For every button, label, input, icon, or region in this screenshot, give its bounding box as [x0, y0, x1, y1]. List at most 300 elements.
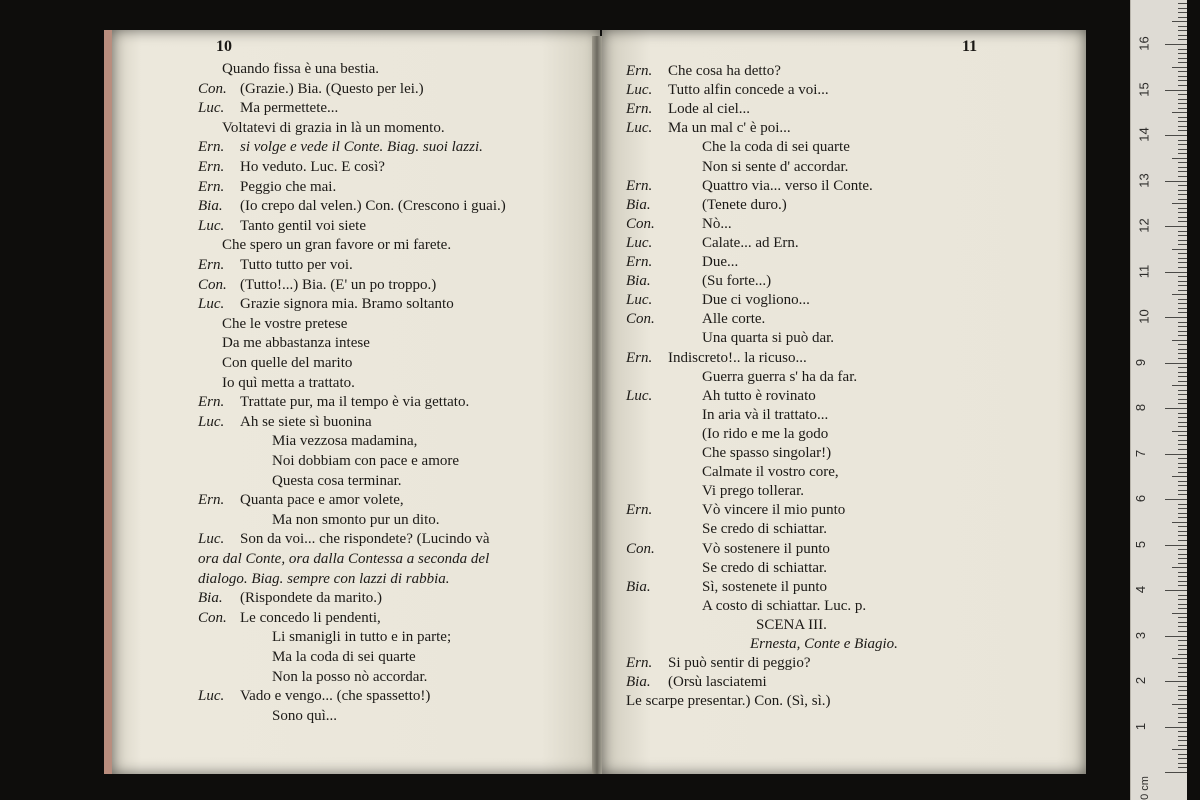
line-text: Peggio che mai.	[240, 178, 337, 195]
speaker-name: Ern.	[198, 394, 225, 411]
ruler-tick	[1178, 299, 1187, 300]
ruler-number: 4	[1133, 585, 1149, 594]
ruler-tick	[1178, 690, 1187, 691]
text-line	[198, 668, 427, 686]
speaker-name: Bia.	[626, 273, 651, 290]
ruler-tick	[1178, 513, 1187, 514]
ruler-number: 12	[1136, 218, 1152, 233]
ruler-tick	[1178, 62, 1187, 63]
ruler-tick	[1178, 162, 1187, 163]
measuring-ruler	[1130, 0, 1187, 800]
text-line	[626, 425, 828, 443]
ruler-tick	[1178, 126, 1187, 127]
line-text: Nò...	[702, 215, 732, 232]
ruler-tick	[1178, 76, 1187, 77]
line-text: (Su forte...)	[702, 273, 772, 290]
speaker-name: Luc.	[198, 413, 225, 430]
line-text: dialogo. Biag. sempre con lazzi di rabbia.	[198, 570, 450, 587]
line-text: (Grazie.) Bia. (Questo per lei.)	[240, 80, 424, 97]
ruler-tick	[1178, 526, 1187, 527]
line-text: Che spasso singolar!)	[702, 445, 832, 461]
text-line	[198, 256, 353, 274]
ruler-tick	[1172, 476, 1187, 477]
line-text: Tanto gentil voi siete	[240, 217, 367, 234]
ruler-tick	[1178, 349, 1187, 350]
ruler-tick	[1178, 604, 1187, 605]
ruler-tick	[1165, 590, 1187, 591]
ruler-tick	[1178, 167, 1187, 168]
text-line	[626, 463, 839, 481]
ruler-tick	[1178, 490, 1187, 491]
line-text: Noi dobbiam con pace e amore	[272, 453, 460, 469]
ruler-tick	[1178, 17, 1187, 18]
ruler-tick	[1178, 413, 1187, 414]
ruler-tick	[1165, 90, 1187, 91]
text-line	[198, 276, 436, 294]
line-text: Non la posso nò accordar.	[272, 668, 428, 685]
text-line	[198, 119, 445, 137]
ruler-tick	[1165, 408, 1187, 409]
ruler-tick	[1178, 608, 1187, 609]
right-page	[602, 30, 1086, 774]
line-text: si volge e vede il Conte. Biag. suoi lazzi.	[240, 139, 483, 156]
ruler-tick	[1178, 745, 1187, 746]
line-text: Ma non smonto pur un dito.	[272, 511, 440, 528]
line-text: Due...	[702, 254, 739, 270]
text-line	[626, 81, 829, 99]
ruler-tick	[1178, 372, 1187, 373]
text-line	[198, 609, 381, 627]
line-text: Tutto alfin concede a voi...	[668, 82, 829, 99]
ruler-tick	[1178, 80, 1187, 81]
ruler-tick	[1178, 253, 1187, 254]
ruler-tick	[1178, 540, 1187, 541]
ruler-tick	[1178, 463, 1187, 464]
ruler-number: 3	[1133, 631, 1149, 639]
ruler-tick	[1178, 194, 1187, 195]
ruler-tick	[1178, 290, 1187, 291]
ruler-tick	[1178, 212, 1187, 213]
ruler-tick	[1172, 249, 1187, 250]
line-text: (Orsù lasciatemi	[668, 674, 767, 691]
line-text: (Io crepo dal velen.) Con. (Crescono i guai.)	[240, 198, 506, 215]
line-text: Ma un mal c' è poi...	[668, 120, 791, 137]
text-line	[198, 393, 469, 411]
speaker-name: Con.	[626, 215, 655, 232]
text-line	[198, 530, 490, 548]
text-line	[198, 138, 483, 156]
ruler-tick	[1178, 94, 1187, 95]
ruler-tick	[1178, 426, 1187, 427]
ruler-tick	[1178, 26, 1187, 27]
line-text: In aria và il trattato...	[702, 406, 829, 423]
ruler-tick	[1172, 613, 1187, 614]
ruler-tick	[1178, 654, 1187, 655]
ruler-number: 8	[1133, 403, 1149, 412]
ruler-number: 16	[1136, 36, 1152, 51]
ruler-tick	[1178, 8, 1187, 9]
ruler-tick	[1172, 294, 1187, 295]
ruler-tick	[1178, 422, 1187, 423]
ruler-tick	[1178, 549, 1187, 550]
text-line	[198, 334, 370, 352]
text-line	[626, 196, 787, 214]
open-book	[104, 30, 1086, 778]
ruler-tick	[1165, 363, 1187, 364]
ruler-tick	[1178, 731, 1187, 732]
ruler-tick	[1165, 317, 1187, 318]
ruler-tick	[1165, 772, 1187, 773]
speaker-name: Luc.	[198, 296, 225, 313]
ruler-tick	[1178, 645, 1187, 646]
ruler-tick	[1178, 58, 1187, 59]
line-text: Vò vincere il mio punto	[702, 502, 846, 519]
text-line	[626, 540, 830, 558]
text-line	[626, 692, 831, 710]
ruler-tick	[1178, 285, 1187, 286]
line-text: Se credo di schiattar.	[702, 559, 827, 576]
line-text: Sì, sostenete il punto	[702, 578, 827, 595]
line-text: Li smanigli in tutto e in parte;	[272, 629, 452, 646]
text-line	[198, 197, 506, 215]
ruler-tick	[1178, 390, 1187, 391]
ruler-tick	[1178, 335, 1187, 336]
ruler-tick	[1178, 649, 1187, 650]
ruler-tick	[1178, 576, 1187, 577]
speaker-name: Con.	[198, 609, 227, 626]
ruler-tick	[1178, 444, 1187, 445]
ruler-tick	[1172, 749, 1187, 750]
ruler-number: 1	[1133, 722, 1149, 730]
text-line	[198, 628, 451, 646]
text-line	[626, 387, 816, 405]
ruler-tick	[1178, 367, 1187, 368]
text-line	[198, 687, 430, 705]
ruler-tick	[1178, 672, 1187, 673]
ruler-tick	[1178, 485, 1187, 486]
ruler-tick	[1178, 140, 1187, 141]
line-text: Lode al ciel...	[668, 101, 751, 118]
ruler-tick	[1178, 326, 1187, 327]
ruler-tick	[1178, 217, 1187, 218]
ruler-tick	[1178, 435, 1187, 436]
ruler-number: 13	[1136, 172, 1152, 188]
ruler-tick	[1178, 312, 1187, 313]
speaker-name: Bia.	[198, 198, 223, 215]
line-text: Indiscreto!.. la ricuso...	[668, 349, 807, 366]
text-line	[626, 482, 804, 500]
ruler-tick	[1178, 208, 1187, 209]
speaker-name: Ern.	[626, 655, 653, 672]
text-line	[626, 444, 831, 462]
speaker-name: Ern.	[198, 257, 225, 273]
text-line	[198, 158, 385, 176]
text-line	[626, 234, 799, 252]
ruler-number: 11	[1136, 264, 1152, 278]
line-text: Calmate il vostro core,	[702, 464, 839, 481]
ruler-number: 7	[1133, 449, 1149, 457]
ruler-tick	[1178, 535, 1187, 536]
text-line	[626, 329, 834, 347]
ruler-tick	[1178, 517, 1187, 518]
ruler-tick	[1178, 563, 1187, 564]
ruler-tick	[1178, 417, 1187, 418]
text-line	[626, 291, 810, 309]
ruler-tick	[1178, 622, 1187, 623]
speaker-name: Ern.	[626, 502, 653, 519]
speaker-name: Bia.	[626, 196, 651, 213]
speaker-name: Con.	[198, 276, 227, 293]
text-line	[198, 178, 336, 196]
line-text: Vò sostenere il punto	[702, 540, 830, 557]
line-text: Se credo di schiattar.	[702, 521, 827, 538]
text-line	[626, 158, 848, 176]
speaker-name: Luc.	[198, 688, 225, 705]
ruler-tick	[1178, 376, 1187, 377]
text-line	[198, 354, 352, 372]
ruler-tick	[1178, 85, 1187, 86]
ruler-tick	[1178, 358, 1187, 359]
speaker-name: Ern.	[198, 159, 225, 175]
ruler-tick	[1165, 727, 1187, 728]
ruler-tick	[1178, 99, 1187, 100]
ruler-tick	[1178, 276, 1187, 277]
text-line	[626, 559, 827, 577]
ruler-tick	[1178, 467, 1187, 468]
ruler-tick	[1178, 717, 1187, 718]
ruler-tick	[1165, 44, 1187, 45]
ruler-tick	[1178, 763, 1187, 764]
ruler-tick	[1178, 190, 1187, 191]
ruler-tick	[1172, 704, 1187, 705]
ruler-tick	[1178, 663, 1187, 664]
text-line	[626, 100, 750, 118]
ruler-number: 15	[1136, 81, 1152, 97]
line-text: Quattro via... verso il Conte.	[702, 177, 873, 194]
speaker-name: Ern.	[626, 177, 653, 194]
ruler-tick	[1178, 631, 1187, 632]
ruler-tick	[1172, 431, 1187, 432]
line-text: Ho veduto. Luc. E così?	[240, 159, 385, 175]
ruler-tick	[1165, 226, 1187, 227]
text-line	[198, 99, 338, 117]
ruler-tick	[1178, 581, 1187, 582]
ruler-tick	[1178, 176, 1187, 177]
text-line	[198, 432, 417, 450]
ruler-unit-label: 0 cm	[1138, 776, 1151, 800]
line-text: Quando fissa è una bestia.	[222, 61, 380, 77]
text-line	[626, 253, 738, 271]
text-line	[626, 368, 857, 386]
right-page-number: 11	[962, 38, 978, 55]
ruler-tick	[1178, 585, 1187, 586]
line-text: A costo di schiattar. Luc. p.	[702, 597, 867, 614]
ruler-number: 6	[1133, 494, 1149, 503]
speaker-name: Ern.	[198, 178, 225, 195]
ruler-number: 10	[1136, 309, 1152, 324]
ruler-tick	[1172, 340, 1187, 341]
ruler-tick	[1178, 71, 1187, 72]
ruler-tick	[1178, 617, 1187, 618]
ruler-tick	[1178, 144, 1187, 145]
ruler-tick	[1178, 758, 1187, 759]
ruler-tick	[1178, 736, 1187, 737]
ruler-tick	[1178, 331, 1187, 332]
ruler-tick	[1178, 699, 1187, 700]
ruler-tick	[1178, 244, 1187, 245]
line-text: Le scarpe presentar.) Con. (Sì, sì.)	[626, 693, 831, 710]
ruler-tick	[1172, 567, 1187, 568]
ruler-tick	[1178, 722, 1187, 723]
line-text: (Rispondete da marito.)	[240, 590, 383, 607]
ruler-tick	[1178, 303, 1187, 304]
ruler-tick	[1165, 499, 1187, 500]
ruler-tick	[1178, 240, 1187, 241]
line-text: Io quì metta a trattato.	[222, 374, 355, 391]
ruler-tick	[1172, 522, 1187, 523]
line-text: Grazie signora mia. Bramo soltanto	[240, 296, 454, 313]
ruler-number: 2	[1133, 676, 1149, 685]
ruler-tick	[1178, 667, 1187, 668]
text-line	[626, 119, 791, 137]
ruler-tick	[1178, 235, 1187, 236]
left-page-number: 10	[216, 38, 232, 55]
ruler-tick	[1178, 117, 1187, 118]
line-text: Che le vostre pretese	[222, 315, 348, 332]
text-line	[198, 472, 402, 490]
ruler-tick	[1178, 30, 1187, 31]
line-text: Che spero un gran favore or mi farete.	[222, 237, 452, 254]
ruler-tick	[1178, 108, 1187, 109]
ruler-tick	[1178, 508, 1187, 509]
line-text: Mia vezzosa madamina,	[272, 433, 418, 450]
ruler-tick	[1165, 181, 1187, 182]
ruler-tick	[1172, 112, 1187, 113]
text-line	[198, 570, 450, 588]
ruler-tick	[1178, 308, 1187, 309]
ruler-tick	[1178, 676, 1187, 677]
ruler-tick	[1178, 449, 1187, 450]
ruler-tick	[1178, 199, 1187, 200]
text-line	[626, 177, 873, 195]
ruler-tick	[1178, 403, 1187, 404]
ruler-tick	[1178, 695, 1187, 696]
text-line	[198, 236, 451, 254]
ruler-tick	[1178, 708, 1187, 709]
ruler-tick	[1178, 281, 1187, 282]
ruler-tick	[1178, 626, 1187, 627]
speaker-name: Luc.	[198, 531, 225, 548]
ruler-tick	[1178, 231, 1187, 232]
speaker-name: Con.	[198, 80, 227, 97]
line-text: ora dal Conte, ora dalla Contessa a seconda del	[198, 551, 490, 567]
speaker-name: Luc.	[626, 292, 653, 309]
speaker-name: Con.	[626, 311, 655, 328]
line-text: Vado e vengo... (che spassetto!)	[240, 688, 431, 705]
line-text: Una quarta si può dar.	[702, 330, 835, 347]
text-line	[626, 597, 866, 615]
ruler-tick	[1178, 381, 1187, 382]
text-line	[198, 452, 459, 470]
line-text: Che la coda di sei quarte	[702, 139, 850, 156]
text-line	[198, 589, 382, 607]
ruler-tick	[1165, 636, 1187, 637]
ruler-tick	[1172, 67, 1187, 68]
speaker-name: Bia.	[198, 590, 223, 607]
text-line	[198, 315, 347, 333]
line-text: (Io rido e me la godo	[702, 425, 829, 442]
speaker-name: Ern.	[626, 254, 653, 270]
ruler-tick	[1178, 458, 1187, 459]
line-text: Le concedo li pendenti,	[240, 609, 381, 626]
ruler-tick	[1178, 153, 1187, 154]
ruler-tick	[1172, 158, 1187, 159]
line-text: (Tutto!...) Bia. (E' un po troppo.)	[240, 276, 437, 293]
speaker-name: Ern.	[198, 492, 225, 509]
line-text: Guerra guerra s' ha da far.	[702, 368, 858, 385]
text-line	[626, 616, 827, 634]
ruler-tick	[1178, 149, 1187, 150]
speaker-name: Luc.	[198, 100, 225, 117]
ruler-tick	[1178, 504, 1187, 505]
text-line	[198, 491, 404, 509]
line-text: Vi prego tollerar.	[702, 483, 804, 500]
ruler-tick	[1178, 121, 1187, 122]
ruler-tick	[1178, 472, 1187, 473]
ruler-tick	[1178, 740, 1187, 741]
ruler-tick	[1178, 599, 1187, 600]
ruler-tick	[1178, 171, 1187, 172]
ruler-tick	[1178, 39, 1187, 40]
text-line	[198, 374, 355, 392]
line-text: Questa cosa terminar.	[272, 472, 402, 489]
text-line	[198, 217, 366, 235]
speaker-name: Luc.	[626, 234, 653, 251]
text-line	[626, 349, 807, 367]
line-text: Con quelle del marito	[222, 355, 353, 371]
text-line	[198, 511, 440, 529]
line-text: Che cosa ha detto?	[668, 63, 781, 79]
text-line	[626, 520, 827, 538]
ruler-tick	[1178, 221, 1187, 222]
ruler-tick	[1178, 262, 1187, 263]
ruler-number: 5	[1133, 540, 1149, 548]
ruler-tick	[1165, 545, 1187, 546]
speaker-name: Ern.	[198, 139, 225, 156]
line-text: Ernesta, Conte e Biagio.	[750, 636, 898, 652]
ruler-tick	[1178, 35, 1187, 36]
line-text: Trattate pur, ma il tempo è via gettato.	[240, 394, 470, 411]
ruler-tick	[1178, 686, 1187, 687]
text-line	[198, 413, 372, 431]
speaker-name: Con.	[626, 540, 655, 557]
speaker-name: Luc.	[626, 120, 653, 137]
ruler-tick	[1178, 258, 1187, 259]
text-line	[198, 550, 489, 568]
ruler-tick	[1172, 203, 1187, 204]
ruler-tick	[1178, 103, 1187, 104]
ruler-tick	[1178, 344, 1187, 345]
ruler-tick	[1178, 767, 1187, 768]
ruler-tick	[1172, 658, 1187, 659]
ruler-tick	[1178, 399, 1187, 400]
ruler-tick	[1178, 640, 1187, 641]
ruler-tick	[1165, 272, 1187, 273]
book-spine	[592, 36, 602, 774]
ruler-tick	[1178, 185, 1187, 186]
speaker-name: Luc.	[198, 217, 225, 234]
text-line	[626, 215, 732, 233]
